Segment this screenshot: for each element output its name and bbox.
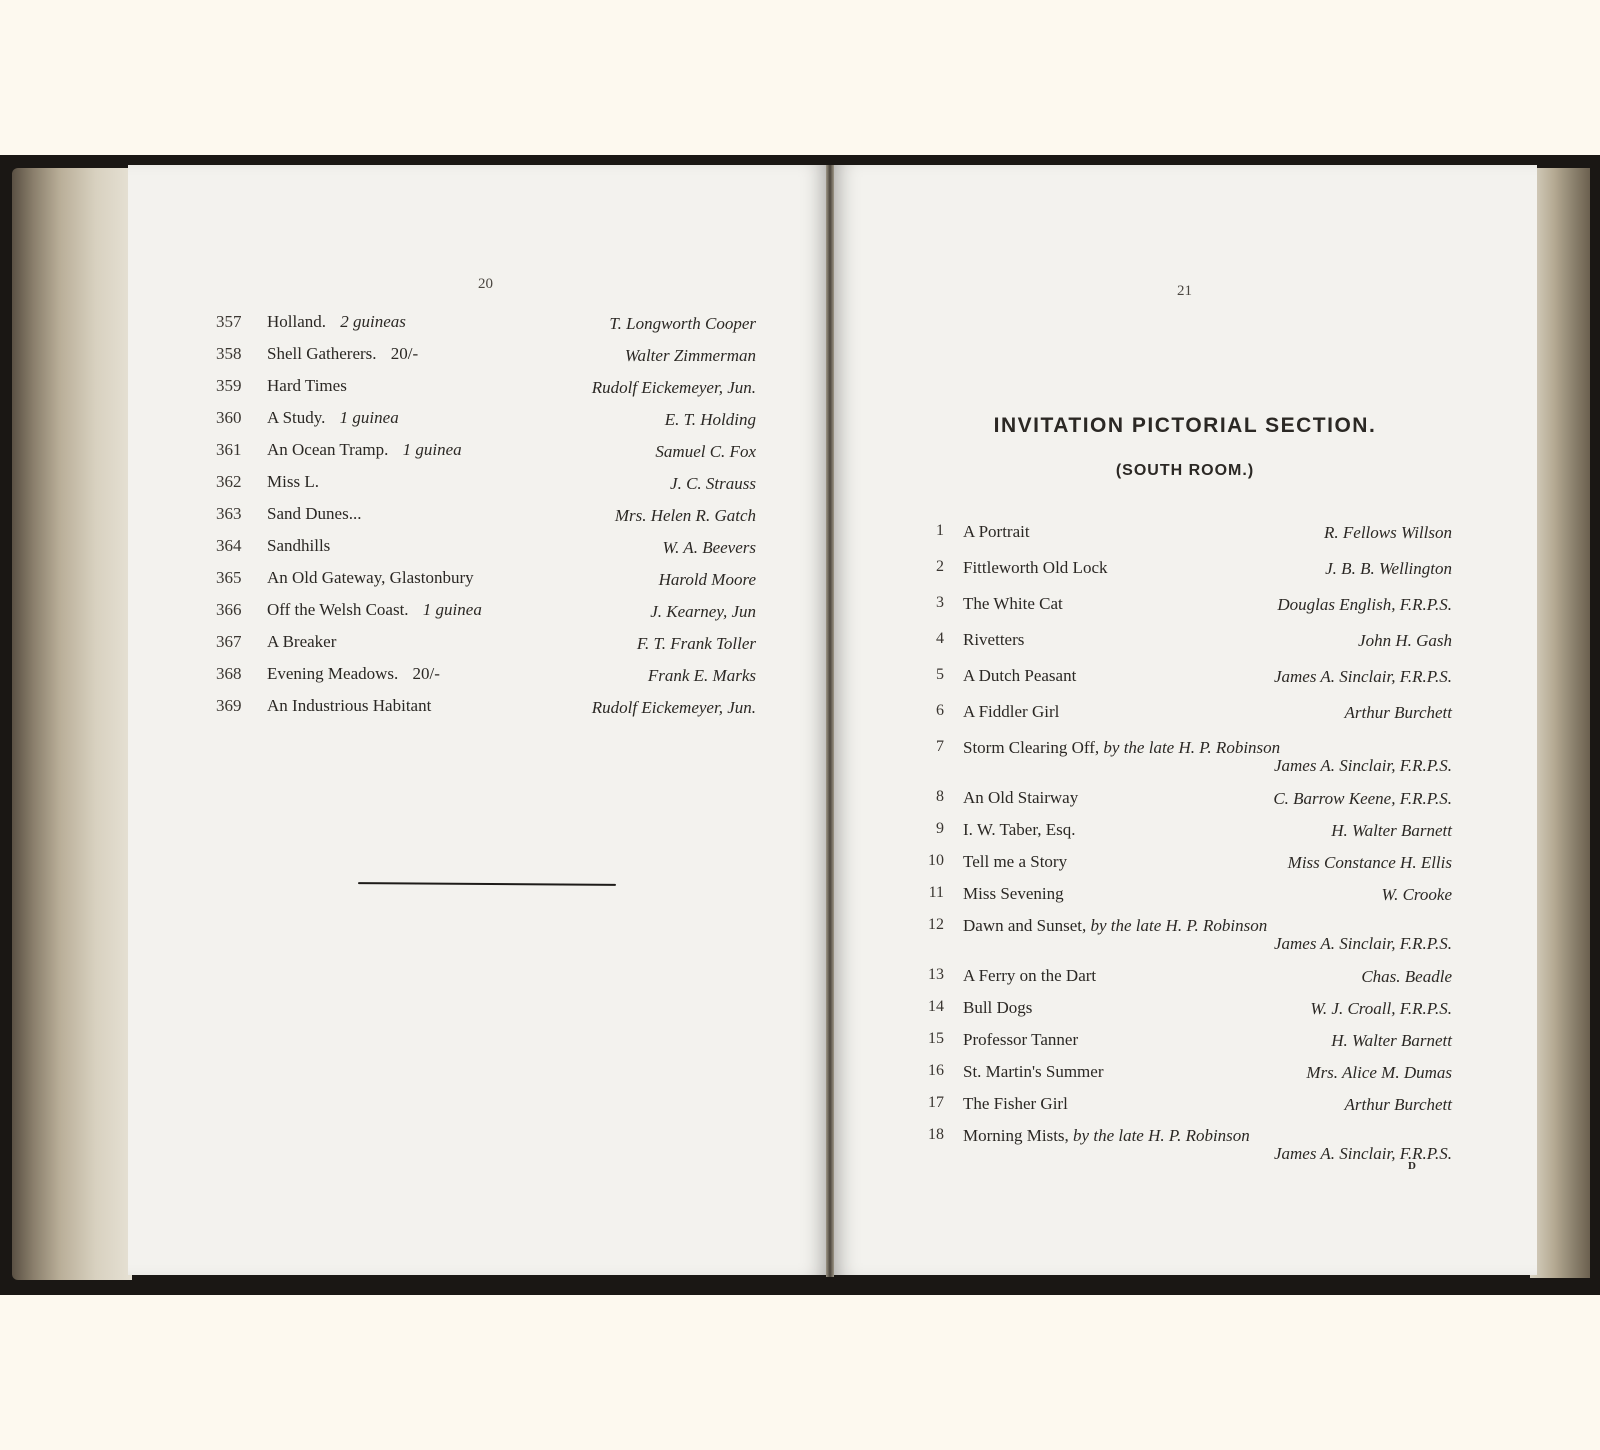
entry-title-text: Miss L. [267, 472, 319, 491]
entry-title [963, 852, 1067, 872]
entry-title-text: Sand Dunes... [267, 504, 362, 523]
entry-artist: T. Longworth Cooper [609, 314, 756, 333]
entry-number: 15 [928, 1030, 944, 1047]
entry-title-text: Off the Welsh Coast. [267, 600, 409, 619]
entry-title-text: Shell Gatherers. [267, 344, 377, 363]
entry-number: 10 [928, 852, 944, 869]
entry-title [963, 702, 1059, 722]
entry-title [267, 664, 440, 684]
entry-number: 8 [936, 788, 944, 805]
book-edge-left [12, 168, 132, 1280]
entry-artist: E. T. Holding [664, 410, 756, 429]
entry-number: 360 [216, 408, 242, 427]
entry-artist: Arthur Burchett [1344, 1095, 1452, 1114]
entry-price: 1 guinea [422, 600, 482, 619]
entry-title [963, 666, 1076, 686]
entry-title [267, 536, 330, 556]
entry-note: by the late H. P. Robinson [1103, 738, 1281, 757]
entry-title-text: Morning Mists, [963, 1126, 1069, 1145]
entry-title-text: I. W. Taber, Esq. [963, 820, 1076, 839]
entry-title-text: Evening Meadows. [267, 664, 399, 683]
entry-number: 366 [216, 600, 242, 619]
entry-title-text: Professor Tanner [963, 1030, 1079, 1049]
right-page-number: 21 [1177, 283, 1192, 299]
entry-title-text: St. Martin's Summer [963, 1062, 1104, 1081]
entry-number: 16 [928, 1062, 944, 1079]
entry-title-text: A Study. [267, 408, 326, 427]
entry-artist: H. Walter Barnett [1331, 1031, 1452, 1050]
entry-artist: Douglas English, F.R.P.S. [1277, 595, 1452, 614]
entry-number: 12 [928, 916, 944, 933]
entry-artist: Mrs. Helen R. Gatch [614, 506, 756, 525]
entry-title [267, 600, 482, 620]
entry-artist: Samuel C. Fox [655, 442, 756, 461]
entry-artist: Miss Constance H. Ellis [1287, 853, 1452, 872]
entry-title [963, 594, 1063, 614]
entry-number: 6 [936, 702, 944, 719]
entry-title [963, 630, 1024, 650]
entry-title-text: An Old Stairway [963, 788, 1079, 807]
entry-title [963, 1126, 1250, 1146]
entry-artist: F. T. Frank Toller [636, 634, 756, 653]
entry-title [267, 568, 474, 588]
left-page-number: 20 [478, 276, 493, 292]
entry-artist: R. Fellows Willson [1324, 523, 1452, 542]
entry-title [963, 558, 1107, 578]
entry-title [267, 344, 418, 364]
section-heading: INVITATION PICTORIAL SECTION. [993, 414, 1377, 437]
entry-title [963, 820, 1076, 840]
entry-number: 362 [216, 472, 242, 491]
entry-title [963, 884, 1064, 904]
book-edge-right [1530, 168, 1590, 1278]
entry-number: 18 [928, 1126, 944, 1143]
entry-number: 1 [936, 522, 944, 539]
entry-title-text: An Industrious Habitant [267, 696, 432, 715]
entry-price: 20/- [412, 664, 440, 683]
entry-title [267, 408, 399, 428]
entry-title [963, 788, 1078, 808]
entry-number: 7 [936, 738, 944, 755]
entry-number: 369 [216, 696, 242, 715]
entry-artist: W. J. Croall, F.R.P.S. [1310, 999, 1452, 1018]
entry-title [963, 522, 1030, 542]
entry-number: 368 [216, 664, 242, 683]
entry-number: 364 [216, 536, 242, 555]
entry-artist: Rudolf Eickemeyer, Jun. [591, 378, 756, 397]
entry-title-text: Hard Times [267, 376, 347, 395]
entry-note: by the late H. P. Robinson [1073, 1126, 1250, 1145]
signature-mark: D [1408, 1160, 1416, 1172]
entry-number: 9 [936, 820, 944, 837]
entry-number: 357 [216, 312, 242, 331]
entry-title-text: A Dutch Peasant [963, 666, 1077, 685]
entry-title [963, 1094, 1068, 1114]
entry-artist: W. Crooke [1381, 885, 1452, 904]
entry-title-text: The White Cat [963, 594, 1063, 613]
entry-number: 365 [216, 568, 242, 587]
entry-title [963, 998, 1032, 1018]
entry-title [963, 738, 1280, 758]
entry-title [267, 504, 361, 524]
entry-artist: J. Kearney, Jun [650, 602, 756, 621]
entry-title [267, 440, 462, 460]
entry-title-text: A Ferry on the Dart [963, 966, 1097, 985]
entry-number: 13 [928, 966, 944, 983]
entry-note: by the late H. P. Robinson [1090, 916, 1268, 935]
entry-title-text: An Old Gateway, Glastonbury [267, 568, 474, 587]
entry-title-text: A Fiddler Girl [963, 702, 1060, 721]
section-subheading: (SOUTH ROOM.) [1115, 462, 1255, 479]
entry-artist: J. B. B. Wellington [1325, 559, 1452, 578]
entry-artist: H. Walter Barnett [1331, 821, 1452, 840]
entry-number: 367 [216, 632, 242, 651]
entry-title [267, 472, 319, 492]
entry-title-text: Storm Clearing Off, [963, 738, 1100, 757]
entry-artist: James A. Sinclair, F.R.P.S. [1273, 667, 1452, 686]
entry-title [963, 966, 1096, 986]
entry-title-text: Rivetters [963, 630, 1025, 649]
entry-artist: James A. Sinclair, F.R.P.S. [1273, 756, 1452, 775]
entry-price: 2 guineas [340, 312, 406, 331]
entry-artist: Mrs. Alice M. Dumas [1306, 1063, 1452, 1082]
entry-artist: John H. Gash [1358, 631, 1452, 650]
entry-title [267, 696, 431, 716]
entry-artist: Frank E. Marks [647, 666, 756, 685]
entry-artist: Rudolf Eickemeyer, Jun. [591, 698, 756, 717]
entry-artist: W. A. Beevers [662, 538, 756, 557]
book-gutter [826, 165, 834, 1277]
entry-title [267, 632, 336, 652]
entry-artist: James A. Sinclair, F.R.P.S. [1273, 1144, 1452, 1163]
entry-number: 14 [928, 998, 944, 1015]
entry-number: 359 [216, 376, 242, 395]
entry-number: 358 [216, 344, 242, 363]
entry-artist: C. Barrow Keene, F.R.P.S. [1273, 789, 1452, 808]
entry-title [963, 1062, 1103, 1082]
entry-title-text: Miss Sevening [963, 884, 1064, 903]
entry-title [267, 312, 406, 332]
entry-artist: Walter Zimmerman [624, 346, 756, 365]
entry-title [267, 376, 347, 396]
entry-number: 2 [936, 558, 944, 575]
entry-title-text: Holland. [267, 312, 327, 331]
entry-price: 1 guinea [402, 440, 462, 459]
entry-price: 1 guinea [339, 408, 399, 427]
entry-number: 363 [216, 504, 242, 523]
entry-artist: Harold Moore [658, 570, 756, 589]
entry-title-text: Sandhills [267, 536, 331, 555]
entry-title-text: An Ocean Tramp. [267, 440, 389, 459]
entry-artist: Chas. Beadle [1361, 967, 1452, 986]
entry-title-text: Tell me a Story [963, 852, 1068, 871]
entry-artist: J. C. Strauss [670, 474, 756, 493]
entry-title-text: Fittleworth Old Lock [963, 558, 1108, 577]
entry-number: 5 [936, 666, 944, 683]
entry-number: 3 [936, 594, 944, 611]
entry-number: 17 [928, 1094, 944, 1111]
entry-price: 20/- [390, 344, 419, 363]
entry-number: 361 [216, 440, 242, 459]
entry-title-text: Dawn and Sunset, [963, 916, 1087, 935]
entry-number: 11 [928, 884, 944, 901]
entry-artist: Arthur Burchett [1344, 703, 1452, 722]
entry-title [963, 916, 1267, 936]
entry-title-text: A Breaker [267, 632, 337, 651]
entry-number: 4 [936, 630, 944, 647]
entry-title [963, 1030, 1078, 1050]
entry-title-text: A Portrait [963, 522, 1030, 541]
entry-title-text: Bull Dogs [963, 998, 1033, 1017]
entry-title-text: The Fisher Girl [963, 1094, 1068, 1113]
entry-artist: James A. Sinclair, F.R.P.S. [1273, 934, 1452, 953]
